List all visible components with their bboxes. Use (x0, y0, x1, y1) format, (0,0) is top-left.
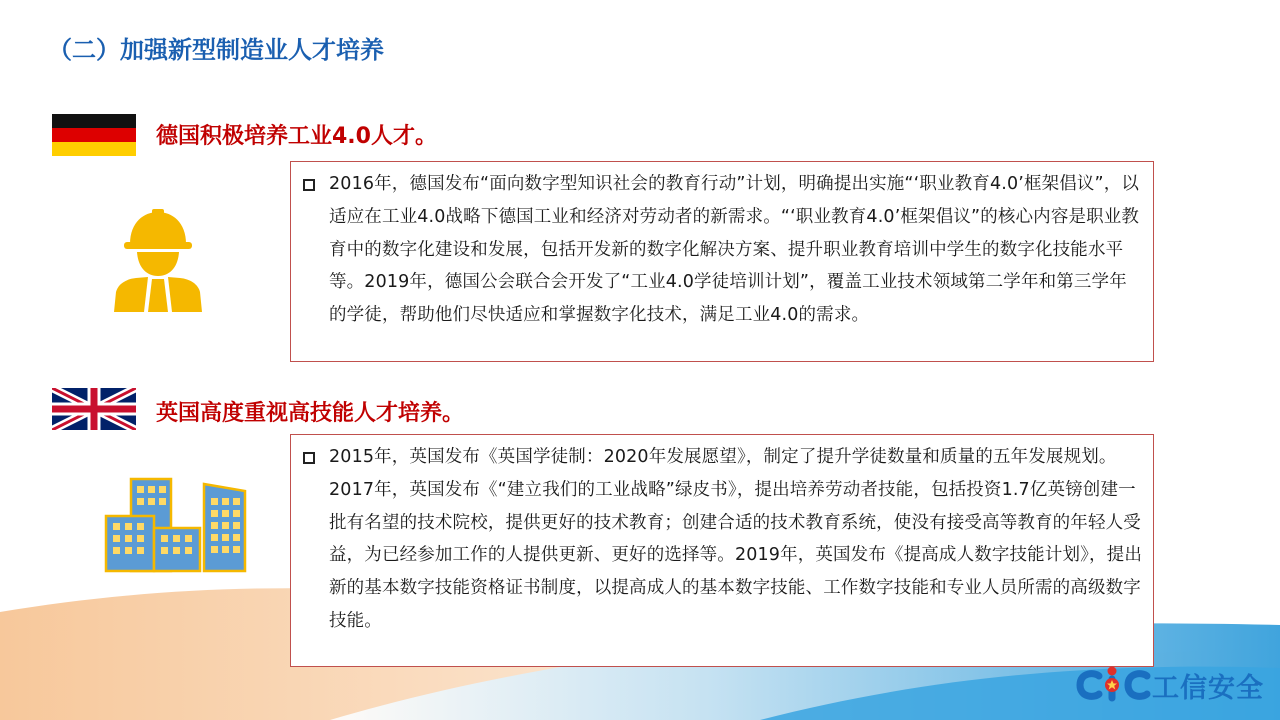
page-title: （二）加强新型制造业人才培养 (48, 36, 384, 64)
logo-text: 工信安全 (1152, 673, 1264, 704)
germany-flag (52, 114, 136, 156)
section-heading-germany: 德国积极培养工业4.0人才。 (156, 124, 437, 149)
germany-content-box (290, 161, 1154, 362)
cic-logo (1074, 664, 1266, 706)
germany-paragraph: 2016年，德国发布“面向数字型知识社会的教育行动”计划，明确提出实施“‘职业教育4.0’框架倡议”，以适应在工业4.0战略下德国工业和经济对劳动者的新需求。“‘职业教育4.0’框架倡议”的核心内容是职业教育中的数字化建设和发展，包括开发新的数字化解决方案、提升职业教育培训中学生的数字化技能水平等。2019年，德国公会联合会开发了“工业4.0学徒培训计划”，覆盖工业技术领域第二学年和第三学年的学徒，帮助他们尽快适应和掌握数字化技术，满足工业4.0的需求。 (329, 174, 1140, 326)
uk-content-box (290, 434, 1154, 667)
square-bullet-icon (303, 452, 315, 464)
uk-flag (52, 388, 136, 430)
cic-logo-mark (1074, 664, 1152, 706)
section-heading-uk: 英国高度重视高技能人才培养。 (156, 401, 465, 426)
square-bullet-icon (303, 179, 315, 191)
worker-helmet-icon (108, 208, 208, 312)
buildings-icon (104, 476, 248, 574)
uk-paragraph: 2015年，英国发布《英国学徒制：2020年发展愿望》，制定了提升学徒数量和质量的五年发展规划。2017年，英国发布《“建立我们的工业战略”绿皮书》，提出培养劳动者技能，包括投资1.7亿英镑创建一批有名望的技术院校，提供更好的技术教育；创建合适的技术教育系统，使没有接受高等教育的年轻人受益，为已经参加工作的人提供更新、更好的选择等。2019年，英国发布《提高成人数字技能计划》，提出新的基本数字技能资格证书制度，以提高成人的基本数字技能、工作数字技能和专业人员所需的高级数字技能。 (329, 447, 1142, 631)
